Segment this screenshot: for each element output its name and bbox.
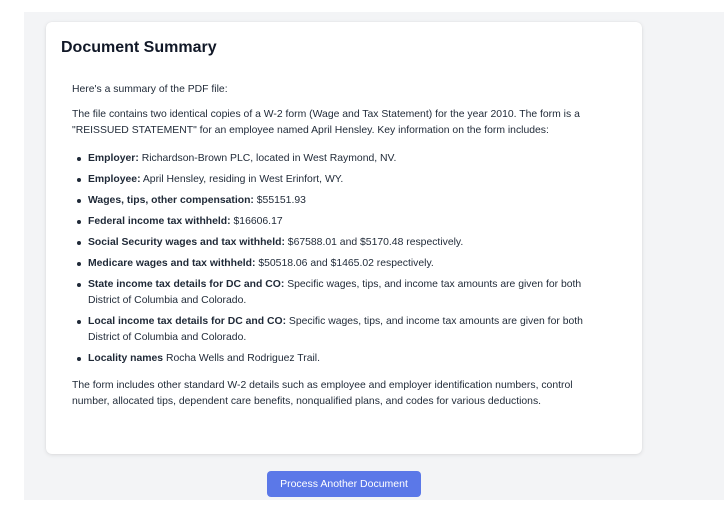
list-item-social-security: [88, 235, 612, 251]
list-item-text: April Hensley, residing in West Erinfort, WY.: [140, 174, 344, 185]
list-item-term: Local income tax details for DC and CO:: [88, 316, 287, 327]
list-item-text: $16606.17: [230, 216, 283, 227]
card-title: Document Summary: [61, 39, 217, 56]
list-item-wages: [88, 193, 612, 209]
list-item-term: Employer:: [88, 153, 139, 164]
list-item-term: State income tax details for DC and CO:: [88, 279, 285, 290]
list-item-text: $50518.06 and $1465.02 respectively.: [255, 258, 434, 269]
intro-text: Here's a summary of the PDF file:: [72, 84, 228, 95]
list-item-text: $55151.93: [253, 195, 306, 206]
list-item-term: Employee:: [88, 174, 141, 185]
closing-paragraph: The form includes other standard W-2 details such as employee and employer identification numbers, control number, allocated tips, dependent care benefits, nonqualified plans, and codes for various deductions.: [72, 380, 573, 407]
list-item-medicare: [88, 256, 612, 272]
list-item-employee: [88, 172, 612, 188]
list-item-text: Specific wages, tips, and income tax amounts are given for both District of Columbia and Colorado.: [88, 316, 583, 343]
list-item-state-tax: [88, 277, 612, 309]
list-item-locality: [88, 351, 612, 367]
list-item-term: Federal income tax withheld:: [88, 216, 231, 227]
list-item-local-tax: [88, 314, 612, 346]
list-item-employer: [88, 151, 612, 167]
list-item-text: $67588.01 and $5170.48 respectively.: [284, 237, 464, 248]
list-item-term: Locality names: [88, 353, 164, 364]
list-item-text: Specific wages, tips, and income tax amounts are given for both District of Columbia and Colorado.: [88, 279, 582, 306]
list-item-federal-tax: [88, 214, 612, 230]
list-item-term: Medicare wages and tax withheld:: [88, 258, 256, 269]
list-item-text: Rocha Wells and Rodriguez Trail.: [163, 353, 320, 364]
summary-content: [72, 82, 612, 410]
list-item-term: Wages, tips, other compensation:: [88, 195, 254, 206]
list-item-term: Social Security wages and tax withheld:: [88, 237, 285, 248]
summary-paragraph: The file contains two identical copies of a W-2 form (Wage and Tax Statement) for the year 2010. The form is a "REISSUED STATEMENT" for an employee named April Hensley. Key information on the form includes:: [72, 109, 580, 136]
list-item-text: Richardson-Brown PLC, located in West Raymond, NV.: [138, 153, 397, 164]
document-summary-card: [46, 22, 642, 454]
key-info-list: [72, 151, 612, 367]
process-another-document-button[interactable]: Process Another Document: [267, 471, 421, 497]
